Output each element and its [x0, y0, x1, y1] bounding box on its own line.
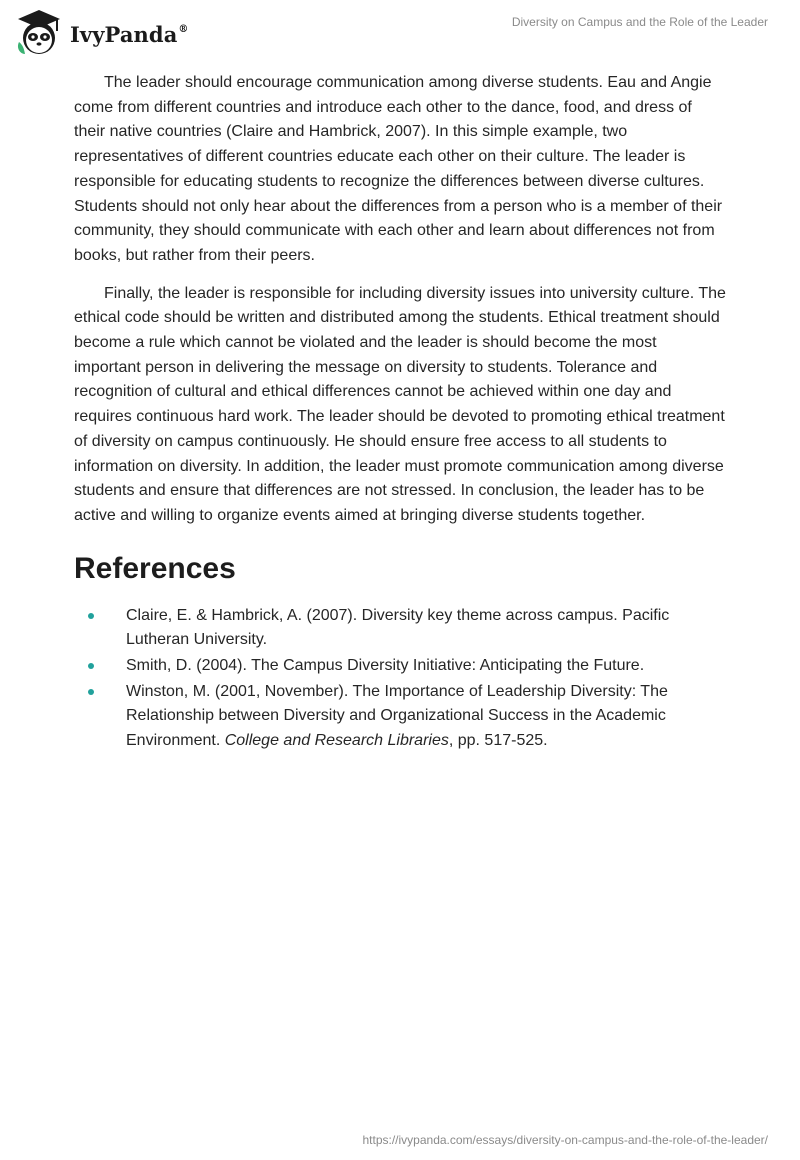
body-paragraph: The leader should encourage communication among diverse students. Eau and Angie come from different countries and introduce each other to the dance, food, and dress of their native countries (Claire and Hambrick, 2007). In this simple example, two representatives of different countries educate each other on their culture. The leader is responsible for educating students to recognize the differences between diverse cultures. Students should not only hear about the differences from a person who is a member of their community, they should communicate with each other and learn about differences not from books, but rather from their peers. [74, 74, 723, 264]
journal-title: College and Research Libraries [224, 732, 449, 750]
document-title: Diversity on Campus and the Role of the Leader [511, 15, 768, 29]
body-paragraph: Finally, the leader is responsible for including diversity issues into university culture. The ethical code should be written and distributed among the students. Ethical treatment should become a rule which cannot be violated and the leader is should become the most important person in delivering the message on diversity to students. Tolerance and recognition of cultural and ethical differences cannot be achieved within one day and requires continuous hard work. The leader should be devoted to promoting ethical treatment of diversity on campus continuously. He should ensure free access to all students to information on diversity. In addition, the leader must promote communication among diverse students and ensure that differences are not stressed. In conclusion, the leader has to be active and willing to organize events aimed at bringing diverse students together. [74, 284, 726, 524]
reference-item [74, 680, 726, 754]
source-url[interactable]: https://ivypanda.com/essays/diversity-on-campus-and-the-role-of-the-leader/ [362, 1133, 768, 1147]
bullet-icon [88, 689, 94, 695]
reference-text: Claire, E. & Hambrick, A. (2007). Diversity key theme across campus. Pacific Lutheran University. [126, 606, 670, 649]
reference-pages: , pp. 517-525. [448, 732, 548, 750]
page-header [0, 0, 800, 70]
reference-item [74, 654, 726, 679]
brand-name: IvyPanda® [70, 21, 189, 47]
panda-logo-icon [14, 8, 64, 58]
references-heading: References [74, 551, 236, 585]
references-list [74, 604, 726, 754]
bullet-icon [88, 663, 94, 669]
reference-item [74, 604, 726, 653]
essay-body [74, 71, 726, 755]
reference-text: Winston, M. (2001, November). The Importance of Leadership Diversity: The Relationship between Diversity and Organizational Success in the Academic Environment. [126, 682, 668, 750]
bullet-icon [88, 613, 94, 619]
reference-text: Smith, D. (2004). The Campus Diversity Initiative: Anticipating the Future. [126, 657, 645, 675]
ivypanda-logo[interactable] [14, 8, 189, 58]
